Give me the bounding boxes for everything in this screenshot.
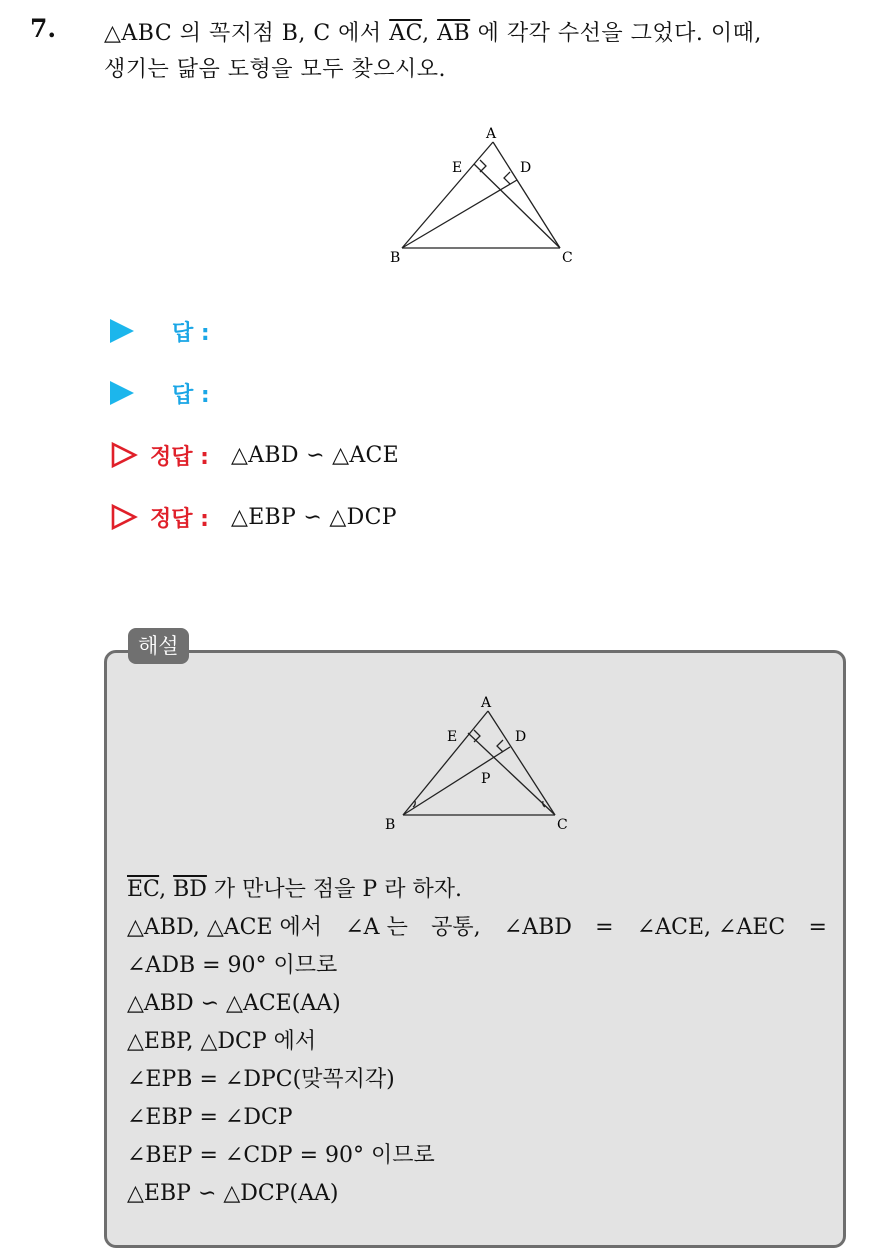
solution-figure	[377, 685, 597, 835]
answer-row[interactable]	[110, 376, 210, 410]
question-text-part: △ABC 의 꼭지점 B, C 에서	[104, 21, 390, 46]
outline-triangle-icon	[110, 441, 138, 469]
solution-box	[104, 650, 846, 1248]
question-text-part: ,	[422, 21, 438, 46]
solution-line	[127, 909, 827, 947]
solution-line: △EBP ∽ △DCP(AA)	[127, 1181, 339, 1206]
solution-line: ∠BEP = ∠CDP = 90° 이므로	[127, 1143, 435, 1168]
label-e: E	[447, 729, 458, 745]
solution-text-part: ,	[159, 877, 174, 902]
solution-line: △ABD ∽ △ACE(AA)	[127, 991, 341, 1016]
solution-line: △EBP, △DCP 에서	[127, 1029, 317, 1054]
solution-text	[127, 871, 827, 1213]
correct-answer-row	[110, 500, 397, 534]
label-a: A	[486, 126, 497, 142]
answer-row[interactable]	[110, 314, 210, 348]
solution-text-part: △ABD, △ACE 에서	[127, 915, 323, 940]
solution-text-part: 공통,	[431, 915, 481, 940]
question-text-part: 에 각각 수선을 그었다. 이때,	[470, 21, 762, 46]
question-text	[104, 16, 864, 88]
label-a: A	[481, 695, 492, 711]
solution-line: ∠ADB = 90° 이므로	[127, 953, 338, 978]
question-line-2: 생기는 닮음 도형을 모두 찾으시오.	[104, 57, 446, 82]
correct-value: △EBP ∽ △DCP	[230, 504, 397, 530]
answer-label: 답 :	[172, 320, 210, 346]
label-c: C	[557, 817, 568, 833]
solution-line: ∠EPB = ∠DPC(맞꼭지각)	[127, 1067, 395, 1092]
solution-text-part: ∠ABD	[503, 915, 572, 940]
solution-text-part: =	[595, 915, 614, 940]
solution-text-part: =	[808, 915, 827, 940]
label-p: P	[481, 771, 491, 787]
correct-label: 정답 :	[150, 444, 209, 470]
segment-bd: $\overline{BD}$	[173, 877, 207, 902]
label-d: D	[515, 729, 527, 745]
label-d: D	[520, 160, 532, 176]
solution-line	[127, 871, 827, 909]
label-c: C	[562, 250, 573, 266]
question-number: 7.	[30, 14, 57, 43]
segment-ac: $\overline{AC}$	[389, 21, 423, 46]
segment-ec: $\overline{EC}$	[127, 877, 160, 902]
segment-ab: $\overline{AB}$	[437, 21, 471, 46]
correct-value: △ABD ∽ △ACE	[230, 442, 400, 468]
triangle-figure	[380, 118, 620, 273]
play-icon	[110, 319, 134, 343]
solution-text-part: 가 만나는 점을 P 라 하자.	[206, 877, 462, 902]
solution-tag: 해설	[128, 628, 189, 664]
solution-line: ∠EBP = ∠DCP	[127, 1105, 293, 1130]
outline-triangle-icon	[110, 503, 138, 531]
play-icon	[110, 381, 134, 405]
question-line-1	[104, 16, 864, 52]
label-e: E	[452, 160, 463, 176]
solution-text-part: ∠A 는	[345, 915, 408, 940]
label-b: B	[390, 250, 401, 266]
correct-label: 정답 :	[150, 506, 209, 532]
correct-answer-row	[110, 438, 399, 472]
solution-text-part: ∠ACE, ∠AEC	[636, 915, 786, 940]
answer-label: 답 :	[172, 382, 210, 408]
label-b: B	[385, 817, 396, 833]
